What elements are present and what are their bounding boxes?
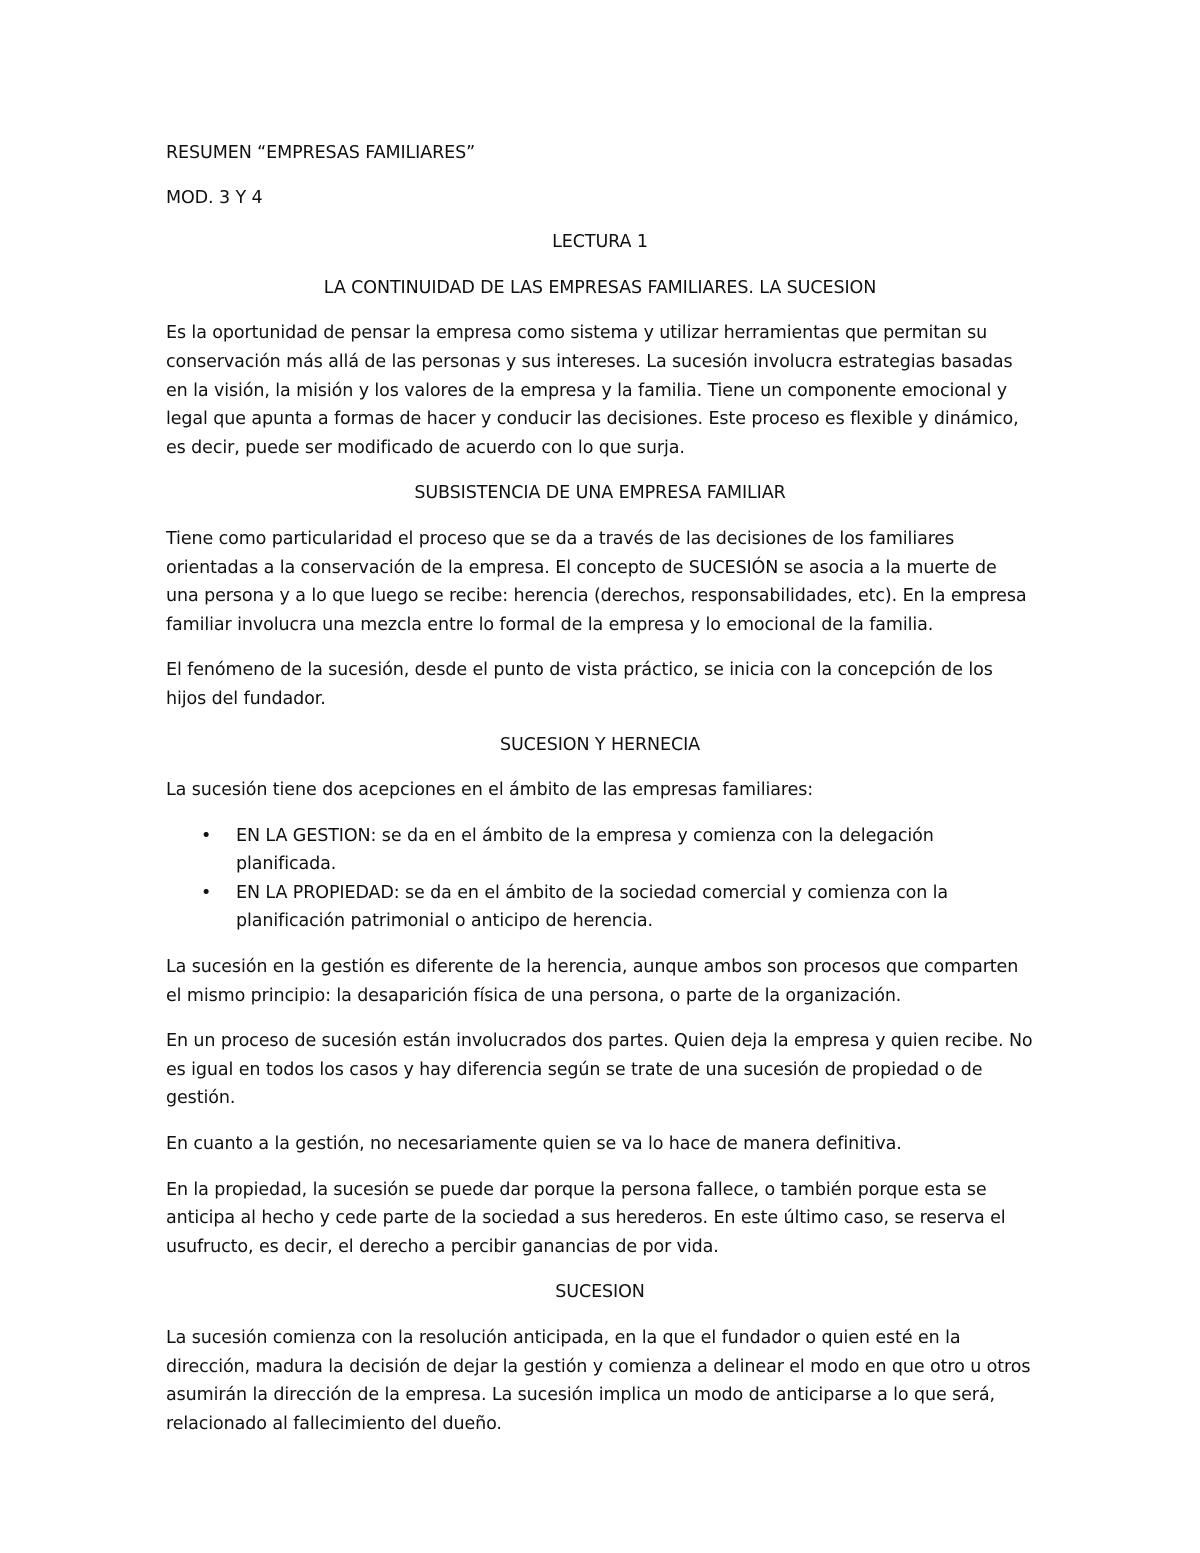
document-title: RESUMEN “EMPRESAS FAMILIARES” — [166, 143, 476, 163]
bullet-icon: • — [201, 825, 212, 846]
paragraph: En la propiedad, la sucesión se puede dar porque la persona fallece, o también porque esta se anticipa al hecho y cede parte de la sociedad a sus herederos. En este último caso, se reserva el usufructo, es decir, el derecho a percibir ganancias de por vida. — [166, 1179, 1006, 1257]
paragraph: La sucesión en la gestión es diferente de la herencia, aunque ambos son procesos que comparten el mismo principio: la desaparición física de una persona, o parte de la organización. — [166, 957, 1019, 1006]
bullet-icon: • — [201, 882, 212, 903]
list-item-text: EN LA PROPIEDAD: se da en el ámbito de la sociedad comercial y comienza con la planificación patrimonial o anticipo de herencia. — [236, 882, 949, 932]
lectura-heading: LECTURA 1 — [552, 232, 648, 253]
list-item — [166, 879, 1034, 936]
section-heading-sucesion-herencia: SUCESION Y HERNECIA — [499, 734, 701, 755]
bullet-list — [166, 822, 1034, 936]
document-body — [166, 139, 1034, 1455]
paragraph: Tiene como particularidad el proceso que se da a través de las decisiones de los familiares orientadas a la conservación de la empresa. El concepto de SUCESIÓN se asocia a la muerte de una persona y a lo que luego se recibe: herencia (derechos, responsabilidades, etc). En la empresa familiar involucra una mezcla entre lo formal de la empresa y lo emocional de la familia. — [166, 528, 1027, 635]
section-heading-continuidad: LA CONTINUIDAD DE LAS EMPRESAS FAMILIARES. LA SUCESION — [323, 277, 877, 298]
list-item — [166, 822, 1034, 879]
section-heading-sucesion: SUCESION — [555, 1282, 645, 1303]
paragraph: La sucesión tiene dos acepciones en el ámbito de las empresas familiares: — [166, 780, 814, 801]
list-item-text: EN LA GESTION: se da en el ámbito de la empresa y comienza con la delegación planificada. — [236, 825, 934, 875]
paragraph: En un proceso de sucesión están involucrados dos partes. Quien deja la empresa y quien recibe. No es igual en todos los casos y hay diferencia según se trate de una sucesión de propiedad o de gestión. — [166, 1031, 1033, 1109]
paragraph: En cuanto a la gestión, no necesariamente quien se va lo hace de manera definitiva. — [166, 1134, 902, 1155]
paragraph: Es la oportunidad de pensar la empresa como sistema y utilizar herramientas que permitan su conservación más allá de las personas y sus intereses. La sucesión involucra estrategias basadas en la visión, la misión y los valores de la empresa y la familia. Tiene un componente emocional y legal que apunta a formas de hacer y conducir las decisiones. Este proceso es flexible y dinámico, es decir, puede ser modificado de acuerdo con lo que surja. — [166, 323, 1019, 458]
module-label: MOD. 3 Y 4 — [166, 187, 263, 208]
paragraph: La sucesión comienza con la resolución anticipada, en la que el fundador o quien esté en la dirección, madura la decisión de dejar la gestión y comienza a delinear el modo en que otro u otros asumirán la dirección de la empresa. La sucesión implica un modo de anticiparse a lo que será, relacionado al fallecimiento del dueño. — [166, 1328, 1031, 1434]
paragraph: El fenómeno de la sucesión, desde el punto de vista práctico, se inicia con la concepción de los hijos del fundador. — [166, 660, 993, 709]
section-heading-subsistencia: SUBSISTENCIA DE UNA EMPRESA FAMILIAR — [414, 483, 786, 504]
